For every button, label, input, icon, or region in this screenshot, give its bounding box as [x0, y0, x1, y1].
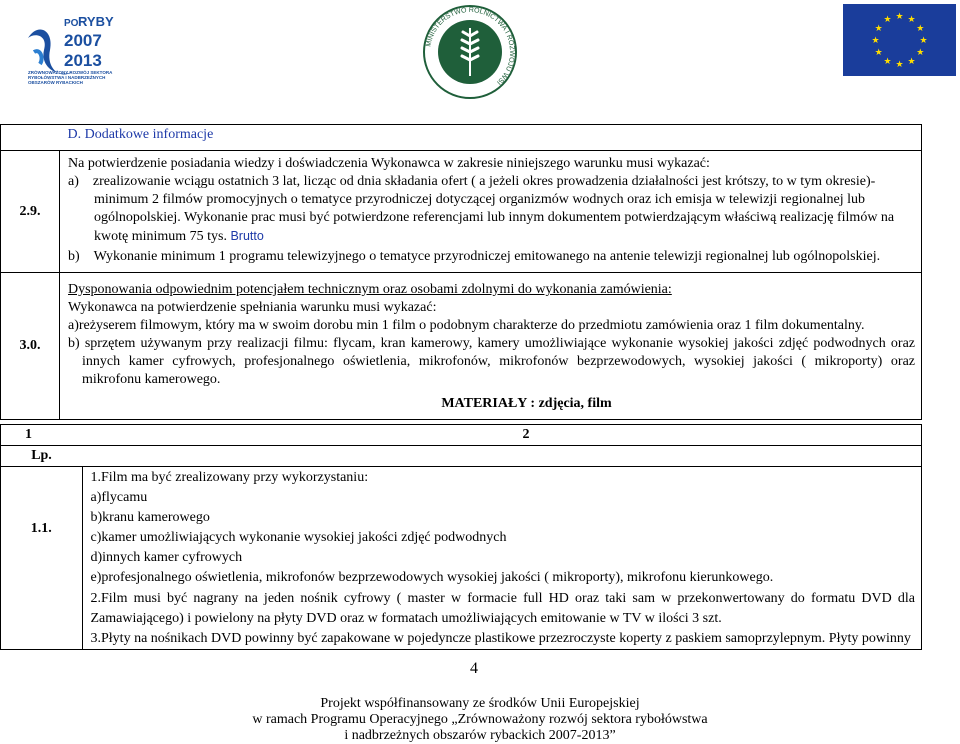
footer-line-3: i nadbrzeżnych obszarów rybackich 2007-2013” — [344, 728, 616, 743]
materials-line: a)flycamu — [90, 490, 148, 505]
lp-label: Lp. — [1, 446, 83, 467]
page-number: 4 — [470, 660, 478, 677]
technical-line-3: b) sprzętem używanym przy realizacji filmu: flycam, kran kamerowy, kamery umożliwiające wykonanie wysokiej jakości zdjęć podwodnych oraz innych kamer cyfrowych, profesjonalnego oświetlenia, mikrofonów, mikrofonów bezprzewodowych, wysokiej jakości ( mikroporty) oraz mikrofonu kamerowego. — [68, 336, 915, 387]
svg-text:2007: 2007 — [64, 31, 102, 50]
col-header-1: 1 — [1, 425, 83, 446]
materials-line: 3.Płyty na nośnikach DVD powinny być zapakowane w pojedyncze plastikowe przezroczyste koperty z paskiem samoprzylepnym. Płyty powinny — [90, 631, 911, 646]
section-title: D. Dodatkowe informacje — [60, 125, 922, 151]
materials-caption: MATERIAŁY : zdjęcia, film — [441, 396, 612, 411]
ministry-seal-logo — [420, 2, 520, 102]
eu-star-icon: ★ — [874, 47, 883, 57]
row-number: 1.1. — [1, 467, 83, 650]
requirements-table — [0, 124, 922, 420]
eu-star-icon: ★ — [883, 55, 892, 66]
eu-star-icon: ★ — [883, 14, 892, 25]
row-number: 3.0. — [1, 273, 60, 420]
eu-star-icon: ★ — [916, 47, 925, 57]
footer-line-2: w ramach Programu Operacyjnego „Zrównoważony rozwój sektora rybołówstwa — [252, 712, 708, 727]
materials-line: b)kranu kamerowego — [90, 510, 210, 525]
materials-line: d)innych kamer cyfrowych — [90, 550, 243, 565]
technical-heading: Dysponowania odpowiednim potencjałem technicznym oraz osobami zdolnymi do wykonania zamówienia: — [68, 282, 672, 297]
eu-star-icon: ★ — [907, 55, 916, 66]
knowledge-requirement — [60, 151, 922, 273]
eu-star-icon: ★ — [907, 14, 916, 25]
technical-requirement — [60, 273, 922, 420]
knowledge-list — [68, 173, 915, 266]
materials-line: 2.Film musi być nagrany na jeden nośnik cyfrowy ( master w formacie full HD oraz taki sam w przekonwertowany do formatu DVD dla Zamawiającego) i powielony na płyty DVD oraz w formatach umożliwiających emitowanie w TV w ilości 3 szt. — [90, 591, 915, 626]
eu-star-icon: ★ — [919, 35, 928, 45]
materials-table — [0, 424, 922, 650]
svg-text:2013: 2013 — [64, 51, 102, 70]
eu-star-icon: ★ — [895, 59, 904, 69]
materials-content — [82, 467, 922, 650]
eu-star-icon: ★ — [916, 23, 925, 33]
materials-line: c)kamer umożliwiających wykonanie wysokiej jakości zdjęć podwodnych — [90, 530, 507, 545]
eu-star-icon: ★ — [874, 23, 883, 33]
knowledge-intro: Na potwierdzenie posiadania wiedzy i doświadczenia Wykonawca w zakresie niniejszego warunku musi wykazać: — [68, 156, 710, 171]
technical-line-2: a)reżyserem filmowym, który ma w swoim dorobu min 1 film o podobnym charakterze do przedmiotu zamówienia oraz 1 film dokumentalny. — [68, 318, 865, 333]
eu-star-icon: ★ — [871, 35, 880, 45]
svg-text:PO: PO — [64, 18, 79, 29]
materials-line: e)profesjonalnego oświetlenia, mikrofonów bezprzewodowych wysokiej jakości ( mikroporty), mikrofonu kierunkowego. — [90, 570, 774, 585]
materials-line: 1.Film ma być zrealizowany przy wykorzystaniu: — [90, 470, 369, 485]
eu-flag-logo — [843, 4, 956, 76]
knowledge-item-a: a) zrealizowanie wciągu ostatnich 3 lat, licząc od dnia składania ofert ( a jeżeli okres prowadzenia działalności jest krótszy, to w tym okresie)- minimum 2 filmów promocyjnych o tematyce przyrodniczej dotyczącej organizmów wodnych oraz ich emisja w telewizji regionalnej lub ogólnopolskiej. Wykonanie prac musi być potwierdzone referencjami lub innym dokumentem potwierdzającym właściwą realizację filmów na kwotę minimum 75 tys. Brutto — [68, 174, 895, 244]
eu-star-icon: ★ — [895, 11, 904, 21]
svg-text:MINISTERSTWO ROLNICTWA I ROZWO: MINISTERSTWO ROLNICTWA I ROZWOJU WSI — [425, 6, 516, 86]
svg-text:RYBY: RYBY — [78, 14, 114, 29]
footer-line-1: Projekt współfinansowany ze środków Unii Europejskiej — [320, 696, 640, 711]
col-header-2: 2 — [82, 425, 922, 446]
po-ryby-logo: PO RYBY 2007 2013 ZRÓWNOWAŻONY ROZWÓJ SEKTORA RYBOŁÓWSTWA I NADBRZEŻNYCH OBSZARÓW RYBACKICH — [28, 14, 114, 85]
knowledge-item-b: b) Wykonanie minimum 1 programu telewizyjnego o tematyce przyrodniczej emitowanego na antenie telewizji regionalnej lub ogólnopolskiej. — [68, 249, 881, 264]
technical-line-1: Wykonawca na potwierdzenie spełniania warunku musi wykazać: — [68, 300, 437, 315]
row-number: 2.9. — [1, 151, 60, 273]
